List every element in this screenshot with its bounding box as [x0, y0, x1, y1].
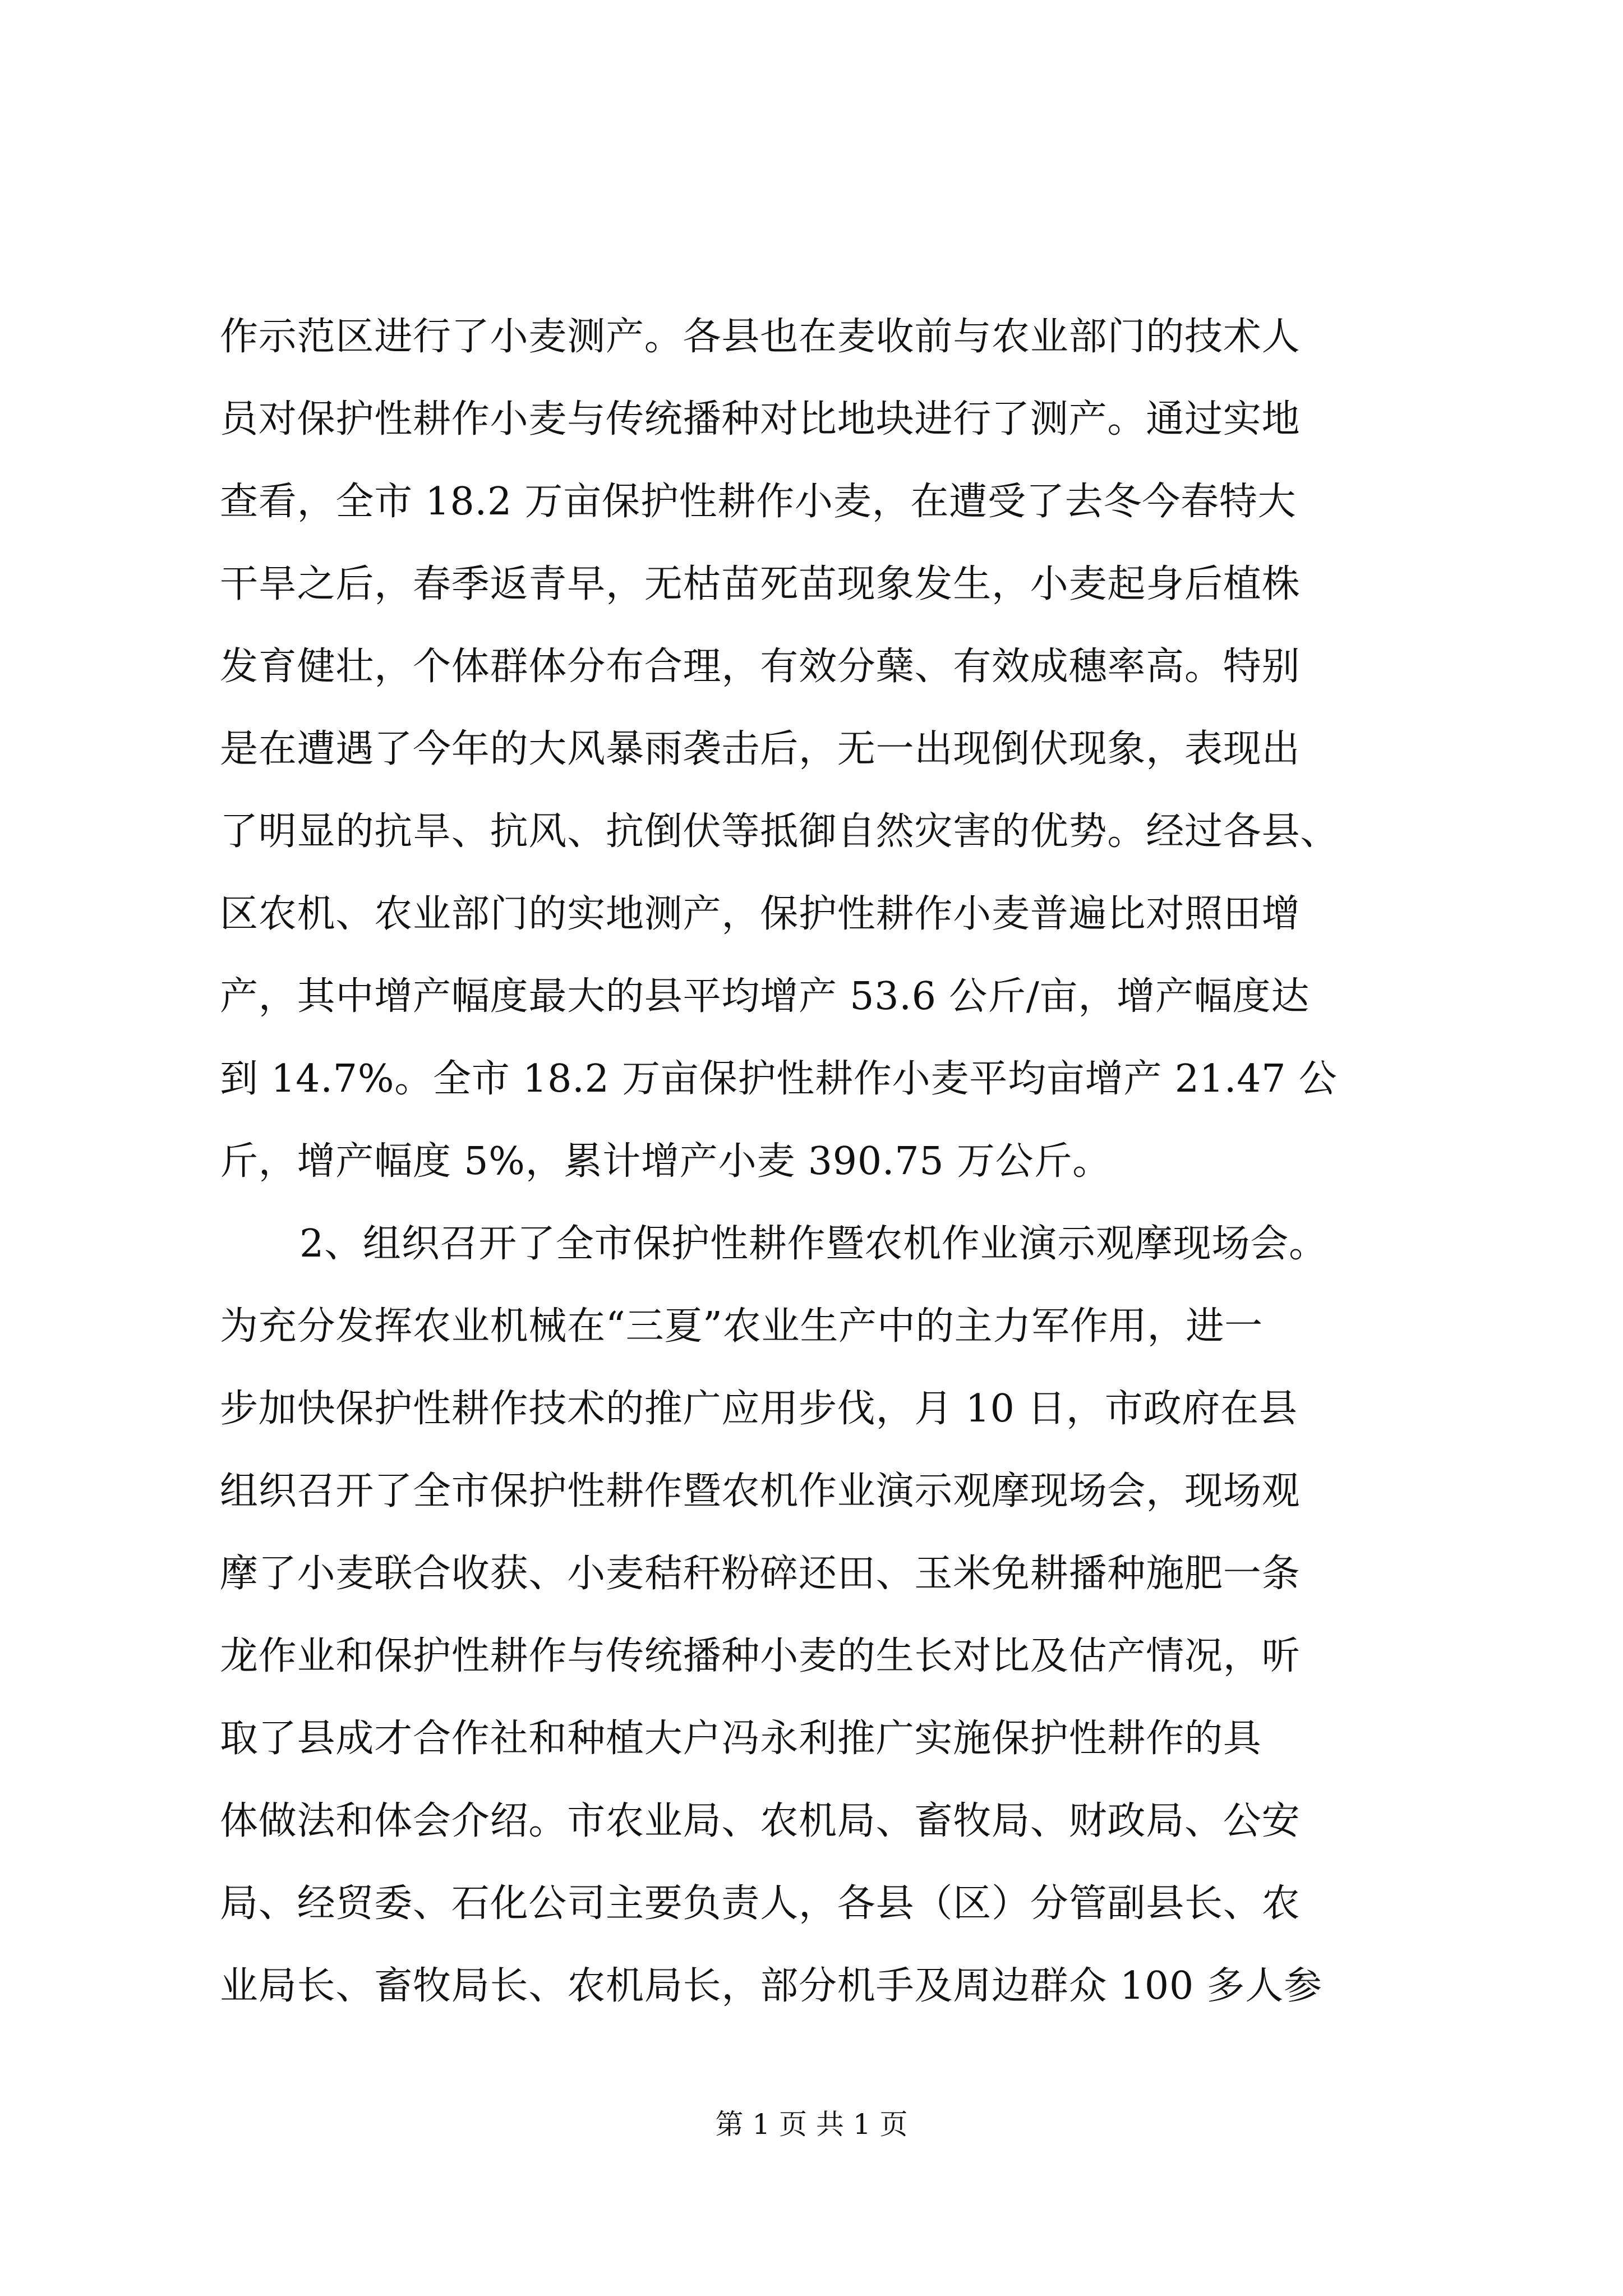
text-line: 干旱之后，春季返青早，无枯苗死苗现象发生，小麦起身后植株 — [220, 562, 1301, 606]
body-text — [220, 296, 1427, 2027]
text-line: 到 14.7%。全市 18.2 万亩保护性耕作小麦平均亩增产 21.47 公 — [220, 1057, 1338, 1101]
text-line: 产，其中增产幅度最大的县平均增产 53.6 公斤/亩，增产幅度达 — [220, 974, 1310, 1019]
text-line: 体做法和体会介绍。市农业局、农机局、畜牧局、财政局、公安 — [220, 1799, 1301, 1843]
text-line: 员对保护性耕作小麦与传统播种对比地块进行了测产。通过实地 — [220, 397, 1301, 441]
text-line: 区农机、农业部门的实地测产，保护性耕作小麦普遍比对照田增 — [220, 892, 1301, 936]
text-line: 为充分发挥农业机械在“三夏”农业生产中的主力军作用，进一 — [220, 1304, 1263, 1349]
paragraph-heading-line: 2、组织召开了全市保护性耕作暨农机作业演示观摩现场会。 — [299, 1222, 1327, 1266]
text-line: 摩了小麦联合收获、小麦秸秆粉碎还田、玉米免耕播种施肥一条 — [220, 1552, 1301, 1596]
text-line: 取了县成才合作社和种植大户冯永利推广实施保护性耕作的具 — [220, 1717, 1262, 1761]
text-line: 了明显的抗旱、抗风、抗倒伏等抵御自然灾害的优势。经过各县、 — [220, 809, 1339, 854]
text-line: 业局长、畜牧局长、农机局长，部分机手及周边群众 100 多人参 — [220, 1964, 1322, 2008]
text-line: 作示范区进行了小麦测产。各县也在麦收前与农业部门的技术人 — [220, 315, 1301, 359]
text-line: 查看，全市 18.2 万亩保护性耕作小麦，在遭受了去冬今春特大 — [220, 480, 1297, 524]
text-line: 发育健壮，个体群体分布合理，有效分蘖、有效成穗率高。特别 — [220, 645, 1301, 689]
text-line: 局、经贸委、石化公司主要负责人，各县（区）分管副县长、农 — [220, 1881, 1301, 1926]
text-line: 组织召开了全市保护性耕作暨农机作业演示观摩现场会，现场观 — [220, 1469, 1301, 1513]
text-line: 龙作业和保护性耕作与传统播种小麦的生长对比及估产情况，听 — [220, 1634, 1301, 1678]
text-line: 步加快保护性耕作技术的推广应用步伐，月 10 日，市政府在县 — [220, 1387, 1298, 1431]
text-line: 是在遭遇了今年的大风暴雨袭击后，无一出现倒伏现象，表现出 — [220, 727, 1301, 771]
page-number-footer: 第 1 页 共 1 页 — [715, 2108, 908, 2141]
text-line: 斤，增产幅度 5%，累计增产小麦 390.75 万公斤。 — [220, 1139, 1112, 1184]
